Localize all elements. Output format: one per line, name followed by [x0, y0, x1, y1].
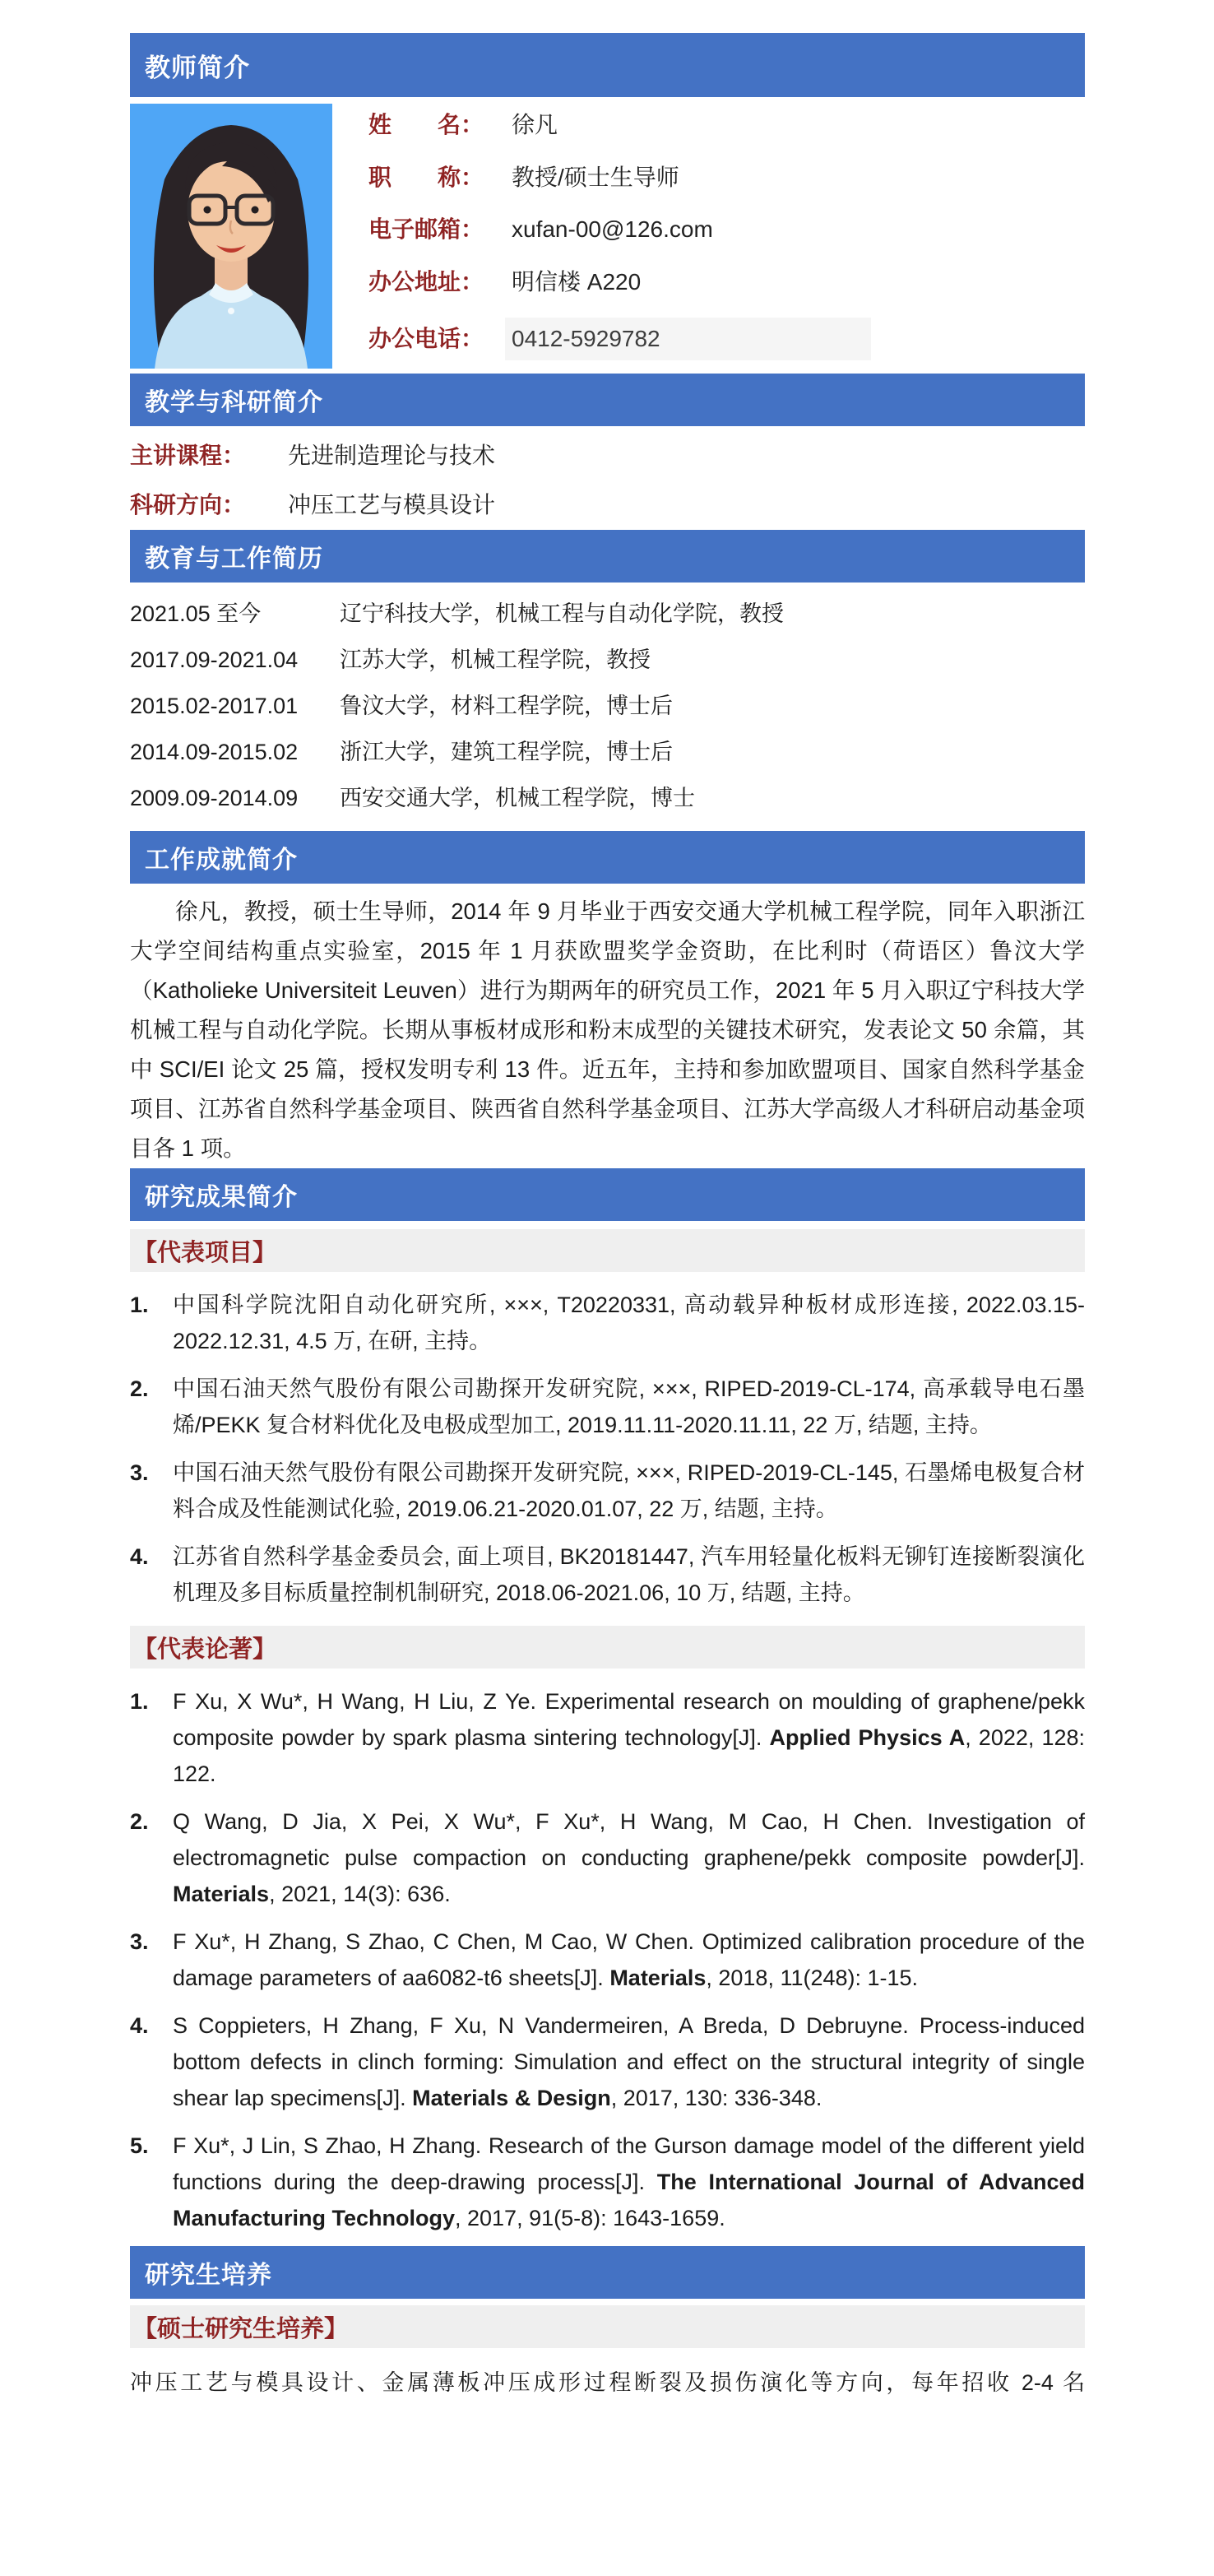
publication-authors-title: S Coppieters, H Zhang, F Xu, N Vandermeiren, A Breda, D Debruyne. Process-induced bottom defects in clinch forming: Simulation and effect on the structural integrity of single shear lap specimens[J].: [173, 2013, 1085, 2110]
publication-item: [130, 1924, 1085, 1996]
item-number: 1.: [130, 1689, 149, 1714]
career-row: [130, 643, 1085, 676]
section-title: 教学与科研简介: [145, 389, 323, 416]
journal-name: Materials: [609, 1966, 707, 1990]
subsection-representative-projects: [130, 1229, 1085, 1272]
item-number: 4.: [130, 1544, 149, 1569]
career-period: 2009.09-2014.09: [130, 786, 299, 810]
journal-name: Materials: [173, 1882, 270, 1906]
item-number: 3.: [130, 1929, 149, 1954]
profile-fields: [368, 104, 1085, 369]
publication-authors-title: F Xu*, J Lin, S Zhao, H Zhang. Research of the Gurson damage model of the different yield functions during the deep-drawing process[J].: [173, 2133, 1085, 2194]
item-number: 1.: [130, 1293, 149, 1317]
section-title: 工作成就简介: [145, 847, 298, 874]
career-row: [130, 782, 1085, 815]
subsection-master-training: [130, 2305, 1085, 2348]
section-title: 教师简介: [145, 53, 250, 82]
project-text: 中国石油天然气股份有限公司勘探开发研究院, ×××, RIPED-2019-CL-174, 高承载导电石墨烯/PEKK 复合材料优化及电极成型加工, 2019.11.11-2020.11.11, 22 万, 结题, 主持。: [173, 1376, 1085, 1437]
career-row: [130, 689, 1085, 722]
field-value-name: 徐凡: [512, 112, 558, 137]
publication-text: [173, 2007, 1085, 2116]
publication-text: [173, 1683, 1085, 1792]
item-number: 2.: [130, 1809, 149, 1834]
project-text: 江苏省自然科学基金委员会, 面上项目, BK20181447, 汽车用轻量化板料无铆钉连接断裂演化机理及多目标质量控制机制研究, 2018.06-2021.06, 10 万, 结题, 主持。: [173, 1544, 1085, 1605]
teaching-row-research-direction: [130, 489, 1085, 522]
publication-issue: , 2017, 91(5-8): 1643-1659.: [455, 2206, 725, 2230]
item-number: 3.: [130, 1460, 149, 1485]
item-number: 4.: [130, 2013, 149, 2038]
publication-text: [173, 1924, 1085, 1996]
field-value-title: 教授/硕士生导师: [512, 164, 679, 190]
journal-name: Applied Physics A: [769, 1725, 966, 1750]
courses-value: 先进制造理论与技术: [288, 443, 496, 468]
field-label-phone: 办公电话：: [368, 326, 484, 351]
publication-item: [130, 2128, 1085, 2236]
field-label-email: 电子邮箱：: [368, 216, 484, 242]
profile-row-title: [368, 161, 1085, 194]
section-header-teaching-research: [130, 374, 1085, 426]
career-detail: 浙江大学，建筑工程学院，博士后: [340, 740, 673, 764]
achievements-paragraph: 徐凡，教授，硕士生导师，2014 年 9 月毕业于西安交通大学机械工程学院，同年入职浙江大学空间结构重点实验室，2015 年 1 月获欧盟奖学金资助，在比利时（荷语区）鲁汶大学（Katholieke Universiteit Leuven）进行为期两年的研究员工作，2021 年 5 月入职辽宁科技大学机械工程与自动化学院。长期从事板材成形和粉末成型的关键技术研究，发表论文 50 余篇，其中 SCI/EI 论文 25 篇，授权发明专利 13 件。近五年，主持和参加欧盟项目、国家自然科学基金项目、江苏省自然科学基金项目、陕西省自然科学基金项目、江苏大学高级人才科研启动基金项目各 1 项。: [130, 898, 1085, 1161]
teaching-row-courses: [130, 439, 1085, 472]
publication-item: [130, 1803, 1085, 1912]
teacher-photo: [130, 104, 332, 369]
band-title: 【代表论著】: [133, 1636, 277, 1663]
publication-text: [173, 1803, 1085, 1912]
career-detail: 鲁汶大学，材料工程学院，博士后: [340, 694, 673, 718]
career-period: 2014.09-2015.02: [130, 740, 299, 764]
profile-row-name: [368, 109, 1085, 142]
career-period: 2017.09-2021.04: [130, 647, 299, 672]
section-header-teacher-intro: [130, 33, 1085, 97]
section-header-education-work: [130, 530, 1085, 583]
profile-block: [130, 104, 1085, 369]
section-title: 教育与工作简历: [145, 545, 323, 573]
publication-authors-title: F Xu, X Wu*, H Wang, H Liu, Z Ye. Experimental research on moulding of graphene/pekk composite powder by spark plasma sintering technology[J].: [173, 1689, 1085, 1750]
publication-item: [130, 1683, 1085, 1792]
publication-item: [130, 2007, 1085, 2116]
publication-authors-title: Q Wang, D Jia, X Pei, X Wu*, F Xu*, H Wang, M Cao, H Chen. Investigation of electromagnetic pulse compaction on conducting graphene/pekk composite powder[J].: [173, 1809, 1085, 1870]
research-direction-label: 科研方向：: [130, 492, 246, 518]
band-title: 【硕士研究生培养】: [133, 2315, 349, 2342]
section-title: 研究生培养: [145, 2262, 272, 2289]
field-label-title: 职 称：: [368, 164, 484, 190]
field-label-office: 办公地址：: [368, 268, 484, 295]
project-item: [130, 1539, 1085, 1611]
field-value-office: 明信楼 A220: [512, 268, 642, 295]
publication-text: [173, 2128, 1085, 2236]
item-number: 2.: [130, 1376, 149, 1401]
project-item: [130, 1287, 1085, 1359]
profile-row-phone: [368, 318, 1085, 360]
profile-row-office: [368, 266, 1085, 299]
item-number: 5.: [130, 2133, 149, 2158]
project-text: 中国石油天然气股份有限公司勘探开发研究院, ×××, RIPED-2019-CL-145, 石墨烯电极复合材料合成及性能测试化验, 2019.06.21-2020.01.07, 22 万, 结题, 主持。: [173, 1460, 1085, 1521]
career-row: [130, 736, 1085, 768]
field-value-email: xufan-00@126.com: [512, 216, 713, 242]
career-detail: 江苏大学，机械工程学院，教授: [340, 647, 651, 672]
master-training-text: 冲压工艺与模具设计、金属薄板冲压成形过程断裂及损伤演化等方向，每年招收 2-4 名: [130, 2370, 1085, 2395]
publication-issue: , 2021, 14(3): 636.: [269, 1882, 451, 1906]
project-item: [130, 1371, 1085, 1443]
career-period: 2021.05 至今: [130, 601, 262, 626]
section-header-achievements: [130, 831, 1085, 884]
courses-label: 主讲课程：: [130, 443, 246, 468]
career-detail: 西安交通大学，机械工程学院，博士: [340, 786, 695, 810]
profile-row-email: [368, 213, 1085, 246]
career-row: [130, 597, 1085, 630]
section-header-research-results: [130, 1168, 1085, 1221]
field-value-phone: 0412-5929782: [505, 318, 871, 360]
project-item: [130, 1455, 1085, 1527]
publication-issue: , 2022, 128: 122.: [173, 1725, 1086, 1786]
journal-name: The International Journal of Advanced Manufacturing Technology: [173, 2170, 1085, 2230]
section-title: 研究成果简介: [145, 1184, 298, 1211]
research-direction-value: 冲压工艺与模具设计: [288, 492, 496, 518]
field-label-name: 姓 名：: [368, 112, 484, 137]
journal-name: Materials & Design: [412, 2086, 611, 2110]
career-detail: 辽宁科技大学，机械工程与自动化学院，教授: [340, 601, 784, 626]
section-header-graduate-training: [130, 2246, 1085, 2299]
publication-issue: , 2018, 11(248): 1-15.: [706, 1966, 919, 1990]
band-title: 【代表项目】: [133, 1239, 277, 1266]
project-text: 中国科学院沈阳自动化研究所, ×××, T20220331, 高动载异种板材成形连接, 2022.03.15-2022.12.31, 4.5 万, 在研, 主持。: [173, 1293, 1085, 1353]
publication-authors-title: F Xu*, H Zhang, S Zhao, C Chen, M Cao, W Chen. Optimized calibration procedure of the damage parameters of aa6082-t6 sheets[J].: [173, 1929, 1085, 1990]
career-period: 2015.02-2017.01: [130, 694, 299, 718]
subsection-representative-publications: [130, 1626, 1085, 1669]
publication-issue: , 2017, 130: 336-348.: [610, 2086, 822, 2110]
